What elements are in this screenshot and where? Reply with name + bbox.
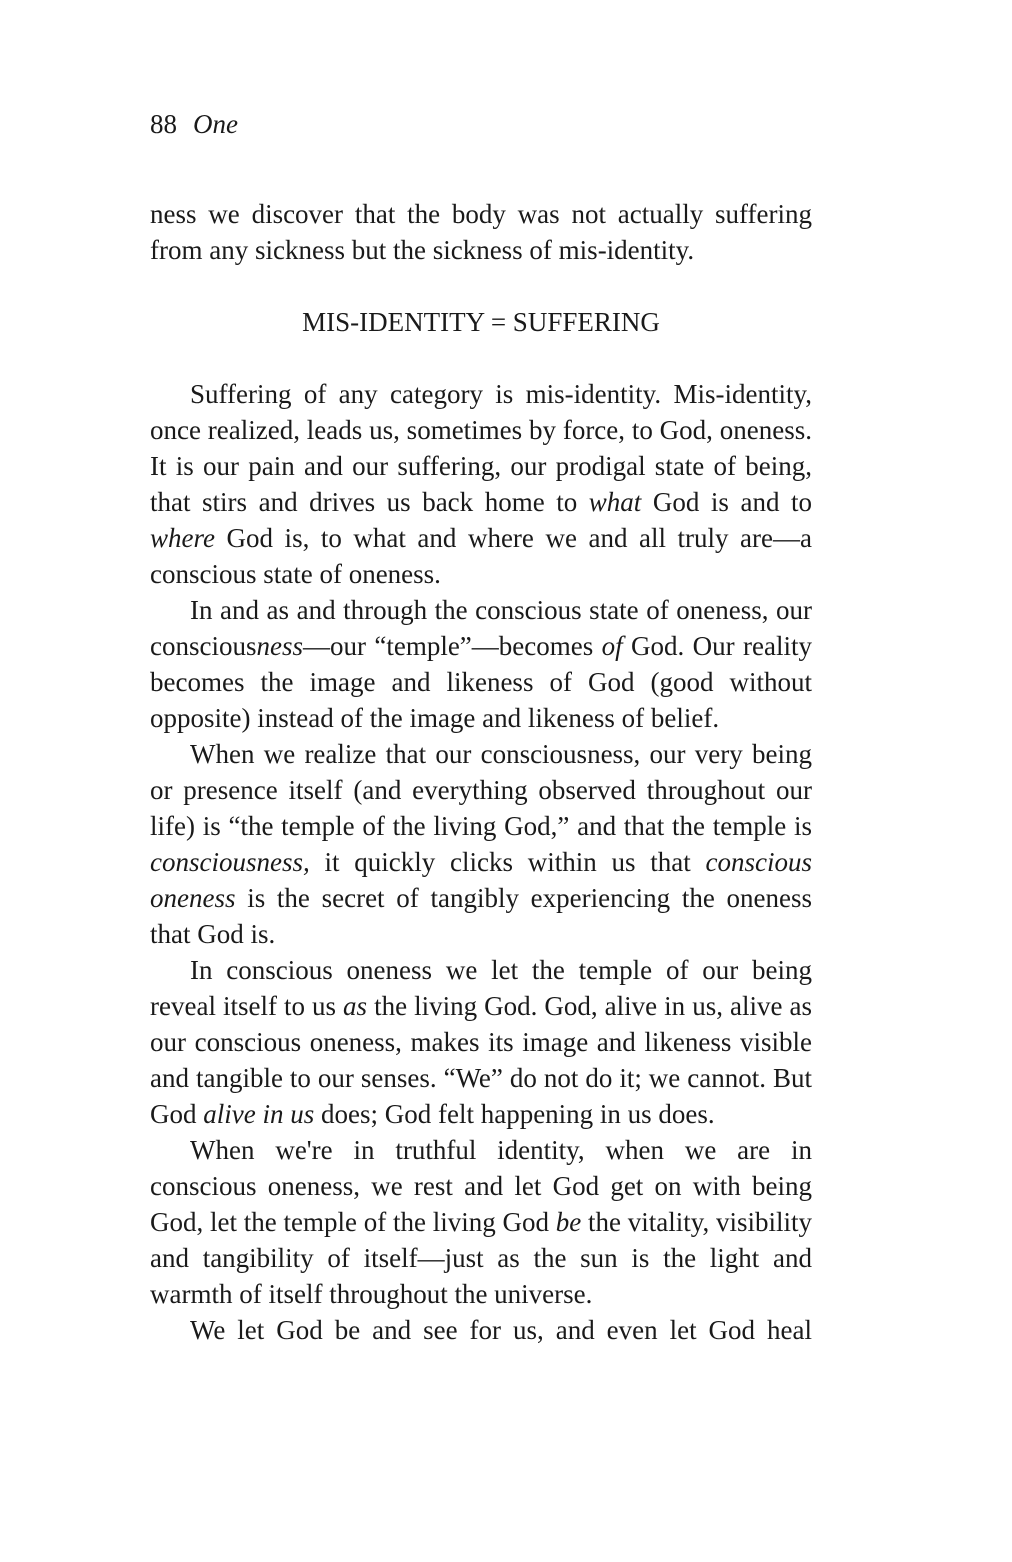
section-heading: MIS-IDENTITY = SUFFERING <box>302 307 660 337</box>
paragraph-2-emphasis-of: of <box>601 631 623 661</box>
body-text <box>150 196 812 1348</box>
paragraph-3 <box>150 736 812 952</box>
paragraph-2-text-a: In and as and through the conscious state of oneness, our conscious <box>150 595 812 661</box>
paragraph-4-text-a: In conscious oneness we let the temple of our being reveal itself to us <box>150 955 812 1021</box>
paragraph-5 <box>150 1132 812 1312</box>
paragraph-4 <box>150 952 812 1132</box>
paragraph-4-text-b: the living God. God, alive in us, alive as our conscious oneness, makes its image and likeness visible and tangible to our senses. “We” do not do it; we cannot. But God <box>150 991 812 1129</box>
paragraph-1-emphasis-where: where <box>150 523 215 553</box>
paragraph-3-emphasis-consciousness: consciousness, <box>150 847 310 877</box>
paragraph-5-text-b: the vitality, visibility and tangibility of itself—just as the sun is the light and warmth of itself throughout the universe. <box>150 1207 812 1309</box>
paragraph-3-text-c: is the secret of tangibly experiencing the oneness that God is. <box>150 883 812 949</box>
paragraph-1 <box>150 376 812 592</box>
paragraph-2-emphasis-ness: ness <box>256 631 303 661</box>
paragraph-1-text-b: God is and to <box>641 487 812 517</box>
paragraph-1-text-c: God is, to what and where we and all truly are—a conscious state of oneness. <box>150 523 812 589</box>
paragraph-5-emphasis-be: be <box>555 1207 582 1237</box>
paragraph-2-text-b: —our “temple”—becomes <box>302 631 602 661</box>
paragraph-1-text-a: Suffering of any category is mis-identity. Mis-identity, once realized, leads us, sometimes by force, to God, oneness. It is our pain and our suffering, our prodigal state of being, that stirs and drives us back home to <box>150 379 812 517</box>
paragraph-2 <box>150 592 812 736</box>
page-number: 88 <box>150 109 177 139</box>
paragraph-3-text-b: it quickly clicks within us that <box>309 847 706 877</box>
continuation-paragraph: ness we discover that the body was not actually suffering from any sickness but the sickness of mis-identity. <box>150 199 812 265</box>
paragraph-2-text-c: God. Our reality becomes the image and likeness of God (good without opposite) instead of the image and likeness of belief. <box>150 631 812 733</box>
paragraph-4-text-c: does; God felt happening in us does. <box>314 1099 715 1129</box>
paragraph-4-emphasis-alive-in-us: alive in us <box>203 1099 315 1129</box>
paragraph-3-emphasis-conscious-oneness: conscious oneness <box>150 847 812 913</box>
book-title: One <box>193 109 238 139</box>
paragraph-4-emphasis-as: as <box>343 991 368 1021</box>
paragraph-1-emphasis-what: what <box>588 487 642 517</box>
paragraph-6: We let God be and see for us, and even let God heal <box>190 1315 812 1345</box>
paragraph-3-text-a: When we realize that our consciousness, our very being or presence itself (and everything observed throughout our life) is “the temple of the living God,” and that the temple is <box>150 739 812 841</box>
running-head <box>150 106 238 142</box>
paragraph-5-text-a: When we're in truthful identity, when we are in conscious oneness, we rest and let God get on with being God, let the temple of the living God <box>150 1135 812 1237</box>
